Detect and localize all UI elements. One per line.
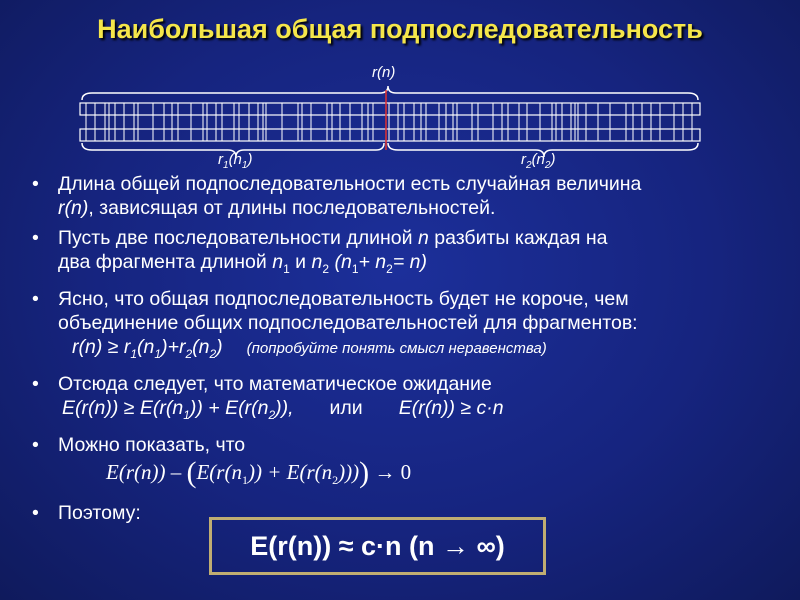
bullet-dot: • [32, 227, 39, 249]
inequality-formula: $r(n) \ge r_1(n_1)+r_2(n_2)$ (попробуйте понять смысл неравенства) [72, 335, 547, 361]
match-stripes [86, 103, 692, 141]
bullet-1-line-2: r(n), зависящая от длины последовательностей. [58, 197, 496, 219]
bullet-4-line-1: Отсюда следует, что математическое ожидание [58, 372, 492, 395]
right-label: $r_2(n_2)$ [521, 151, 556, 171]
sequence-bar-top [80, 103, 700, 115]
bullet-1 [30, 172, 790, 220]
bullet-dot: • [32, 501, 39, 524]
sequence-diagram [0, 0, 800, 180]
top-label: r(n) [372, 64, 396, 81]
bullet-2-line-1: Пусть две последовательности длиной n разбиты каждая на [58, 227, 608, 249]
bullet-5 [30, 433, 790, 495]
top-brace [82, 86, 698, 100]
bullet-2 [30, 226, 790, 281]
bullet-dot: • [32, 372, 39, 395]
bullet-1-line-1: Длина общей подпоследовательности есть случайная величина [58, 173, 642, 195]
bullet-4 [30, 372, 790, 427]
bullet-dot: • [32, 173, 39, 195]
bullet-3-line-2: объединение общих подпоследовательностей для фрагментов: [58, 311, 638, 334]
bullet-dot: • [32, 287, 39, 310]
bullet-5-line-1: Можно показать, что [58, 433, 246, 456]
sequence-bar-bottom [80, 129, 700, 141]
bullet-dot: • [32, 433, 39, 456]
left-label: $r_1(n_1)$ [218, 151, 253, 171]
bullet-6-line-1: Поэтому: [58, 501, 141, 524]
bullet-3 [30, 287, 790, 366]
result-formula-box: E(r(n)) ≈ c·n (n → ∞) [209, 517, 546, 575]
bullet-3-line-1: Ясно, что общая подпоследовательность будет не короче, чем [58, 287, 629, 310]
bullet-list [30, 172, 790, 531]
bullet-2-line-2: два фрагмента длиной $n_1$ и $n_2$ $(n_1+ n_2= n)$ [58, 251, 427, 276]
slide-title: Наибольшая общая подпоследовательность [97, 14, 703, 44]
hint-text: (попробуйте понять смысл неравенства) [246, 339, 547, 357]
limit-formula: $E(r(n)) - (E(r(n_1)) + E(r(n_2)))) \to 0$ [106, 455, 412, 489]
expectation-formula: $E(r(n)) \ge E(r(n_1)) + E(r(n_2))$, или E(r(n)) ≥ c·n [62, 396, 504, 422]
